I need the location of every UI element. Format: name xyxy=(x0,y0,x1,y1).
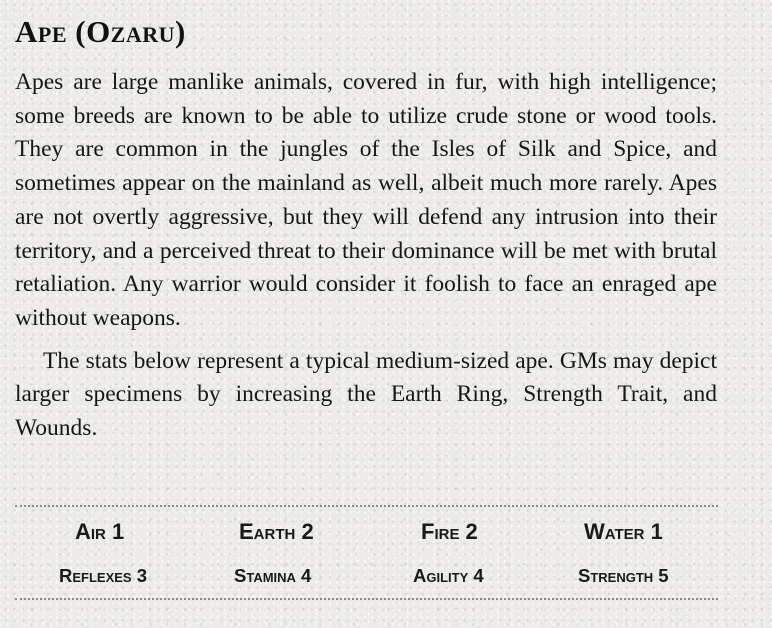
description-paragraph: Apes are large manlike animals, covered in fur, with high intelligence; some breeds are known to be able to utilize crude stone or wood tools. They are common in the jungles of the Isles of Silk and Spice, and sometimes appear on the mainland as well, albeit much more rarely. Apes are not overtly aggressive, but they will defend any intrusion into their territory, and a perceived threat to their dominance will be met with brutal retaliation. Any warrior would consider it foolish to face an enraged ape without weapons. xyxy=(15,69,717,331)
trait-stamina: Stamina 4 xyxy=(234,565,312,586)
bottom-dotted-divider xyxy=(15,598,718,600)
trait-agility: Agility 4 xyxy=(413,565,484,586)
ring-earth: Earth 2 xyxy=(239,519,314,544)
entry-title: Ape (Ozaru) xyxy=(15,14,186,49)
stats-note-paragraph: The stats below represent a typical medium-sized ape. GMs may depict larger specimens by increasing the Earth Ring, Strength Trait, and Wounds. xyxy=(15,347,717,442)
creature-entry xyxy=(15,0,717,446)
stat-block xyxy=(15,505,718,599)
ring-air: Air 1 xyxy=(75,519,125,544)
top-dotted-divider xyxy=(15,505,718,507)
ring-water: Water 1 xyxy=(584,519,663,544)
ring-fire: Fire 2 xyxy=(421,519,478,544)
trait-strength: Strength 5 xyxy=(578,565,669,586)
trait-reflexes: Reflexes 3 xyxy=(59,565,148,586)
